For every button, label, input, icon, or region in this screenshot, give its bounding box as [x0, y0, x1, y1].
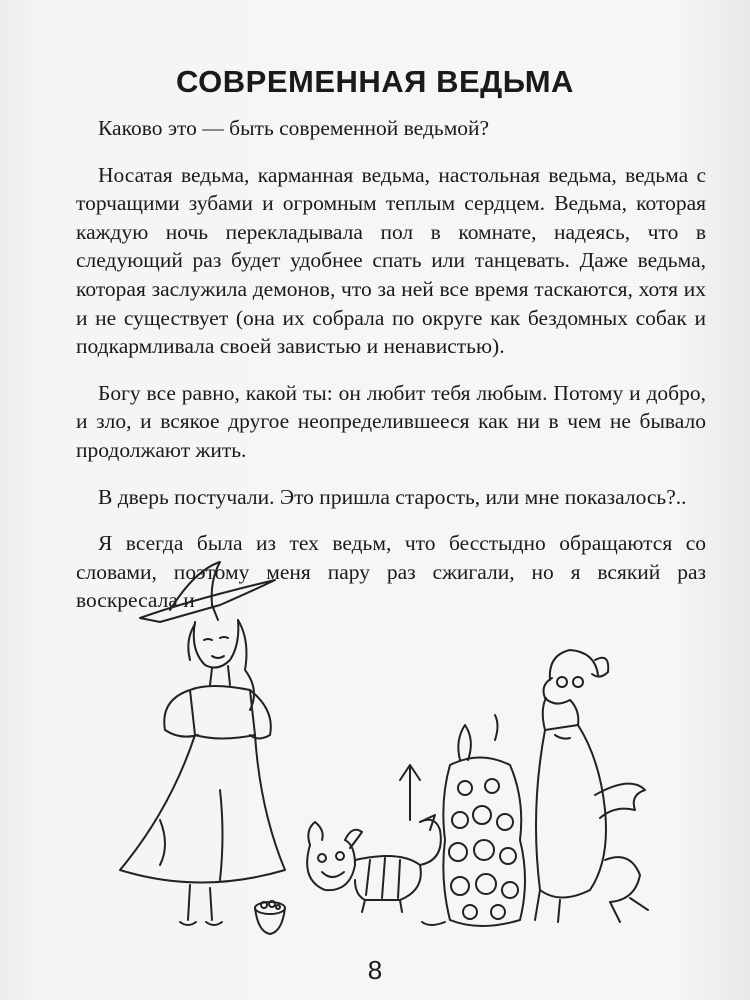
page-title: СОВРЕМЕННАЯ ВЕДЬМА [176, 64, 574, 99]
cat-creature-figure [307, 815, 441, 912]
illustration [100, 560, 670, 950]
paragraph: Богу все равно, какой ты: он любит тебя любым. Потому и добро, и зло, и всякое другое неопределившееся как ни в чем не бывало продолжают жить. [76, 380, 706, 462]
dragon-figure [535, 650, 648, 922]
witch-figure [120, 562, 285, 925]
paragraph: Я всегда была из тех ведьм, что бесстыдно обращаются со словами, поэтому меня пару раз сжигали, но я всякий раз воскресала и [76, 531, 706, 613]
paragraph: Носатая ведьма, карманная ведьма, настольная ведьма, ведьма с торчащими зубами и огромным теплым сердцем. Ведьма, которая каждую ночь перекладывала пол в комнате, надеясь, что в следующий раз будет удобнее спать или танцевать. Даже ведьма, которая заслужила демонов, что за ней все время таскаются, хотя их и не существует (она их собрала по округе как бездомных собак и подкармливала своей завистью и ненавистью). [76, 162, 706, 359]
demon-blob-figure [400, 715, 525, 926]
paragraph: Каково это — быть современной ведьмой? [98, 116, 490, 140]
paragraph: В дверь постучали. Это пришла старость, или мне показалось?.. [98, 484, 687, 509]
body-text [76, 114, 706, 615]
page-number: 8 [367, 955, 383, 985]
food-bowl-figure [255, 901, 285, 934]
